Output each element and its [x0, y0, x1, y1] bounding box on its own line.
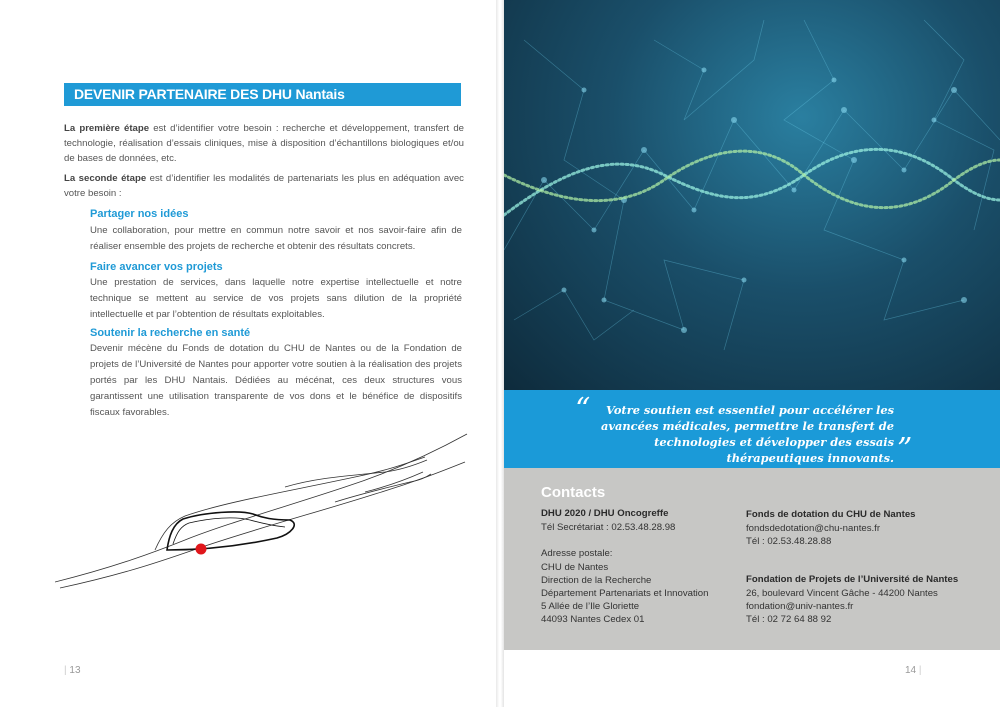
intro-2-text: est d’identifier les modalités de partenariats les plus en adéquation avec votre besoin :	[64, 173, 464, 199]
address-line: 44093 Nantes Cedex 01	[541, 614, 645, 625]
dna-helix-graphic	[504, 0, 1000, 390]
quote-text: Votre soutien est essentiel pour accélérer les avancées médicales, permettre le transfert de technologies et développer des essais thérapeutiques innovants.	[600, 403, 894, 465]
intro-2-bold: La seconde étape	[64, 173, 147, 184]
address-line: CHU de Nantes	[541, 562, 609, 573]
page-number-right-value: 14	[905, 665, 917, 676]
fonds-phone: Tél : 02.53.48.28.88	[746, 536, 832, 547]
fondation-email[interactable]: fondation@univ-nantes.fr	[746, 601, 854, 612]
contacts-title: Contacts	[541, 484, 606, 501]
text-soutenir: Devenir mécène du Fonds de dotation du CHU de Nantes ou de la Fondation de projets de l’Université de Nantes pour apporter votre soutien à la réalisation des projets portés par les DHU Nantais. Dédiées au mécénat, ces deux structures vous garantissent une utilisation transparente de vos dons et le bénéfice de dispositifs fiscaux favorables.	[90, 343, 462, 418]
intro-paragraph-1	[64, 121, 464, 166]
location-marker	[196, 544, 207, 555]
fonds-name: Fonds de dotation du CHU de Nantes	[746, 509, 916, 520]
page-number-left-value: 13	[69, 665, 81, 676]
heading-partager: Partager nos idées	[90, 208, 189, 220]
text-partager: Une collaboration, pour mettre en commun notre savoir et nos savoir-faire afin de réaliser ensemble des projets de recherche et obtenir des résultats concrets.	[90, 225, 462, 252]
fondation-phone: Tél : 02 72 64 88 92	[746, 614, 832, 625]
fondation-address: 26, boulevard Vincent Gâche - 44200 Nantes	[746, 588, 938, 599]
address-line: 5 Allée de l’Ile Gloriette	[541, 601, 640, 612]
quote-close-mark: ”	[897, 432, 913, 467]
fondation-name: Fondation de Projets de l’Université de Nantes	[746, 574, 959, 585]
dna-illustration	[504, 0, 1000, 390]
address-line: Département Partenariats et Innovation	[541, 588, 709, 599]
page-title: DEVENIR PARTENAIRE DES DHU Nantais	[64, 83, 461, 106]
address-line: Direction de la Recherche	[541, 575, 652, 586]
fonds-email[interactable]: fondsdedotation@chu-nantes.fr	[746, 523, 881, 534]
heading-soutenir: Soutenir la recherche en santé	[90, 327, 251, 339]
dhu-name: DHU 2020 / DHU Oncogreffe	[541, 508, 669, 519]
page-number-left: | 13	[64, 665, 81, 676]
page-number-right: 14 |	[905, 665, 922, 676]
intro-paragraph-2	[64, 171, 464, 201]
dhu-phone: Tél Secrétariat : 02.53.48.28.98	[541, 522, 676, 533]
address-label: Adresse postale:	[541, 548, 613, 559]
page-gutter	[496, 0, 504, 707]
heading-faire-avancer: Faire avancer vos projets	[90, 261, 223, 273]
intro-1-text: est d’identifier votre besoin : recherche et développement, transfert de technologie, réalisation d’essais cliniques, mise à disposition d’échantillons biologiques et/ou de bases de données, etc.	[64, 123, 464, 164]
text-faire-avancer: Une prestation de services, dans laquelle notre expertise intellectuelle et notre technique se mettent au service de vos projets sans dilution de la propriété intellectuelle et par l’obtention de résultats exploitables.	[90, 277, 462, 320]
location-map	[55, 432, 470, 592]
quote-open-mark: “	[575, 392, 591, 427]
intro-1-bold: La première étape	[64, 123, 150, 134]
